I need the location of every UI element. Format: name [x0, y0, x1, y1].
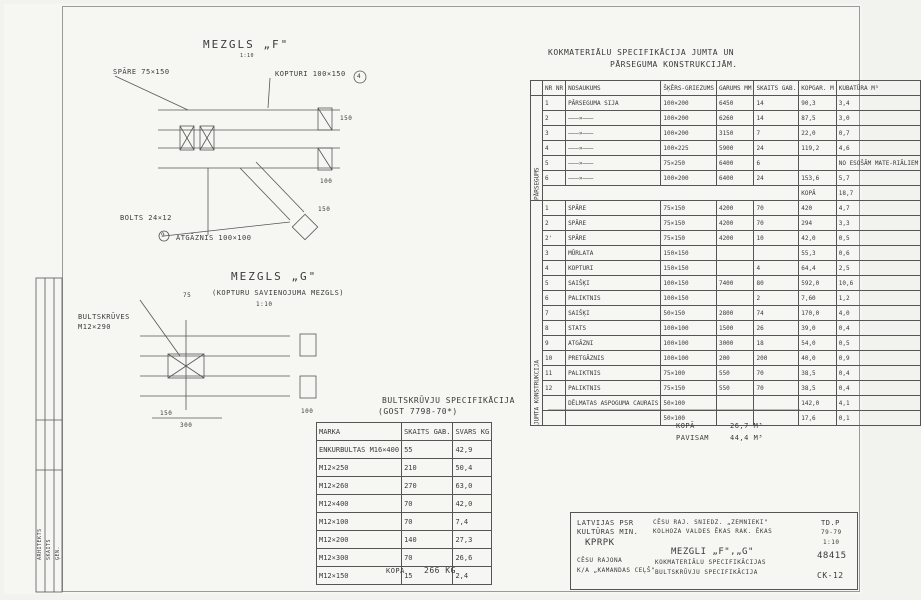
- table-row: [531, 351, 921, 366]
- table-row: [531, 231, 921, 246]
- spec-cell: MŪRLATA: [566, 246, 661, 261]
- material-spec-title2: PĀRSEGUMA KONSTRUKCIJĀM.: [610, 60, 738, 69]
- spec-cell: [799, 156, 837, 171]
- tb-org1: LATVIJAS PSR: [577, 519, 634, 527]
- spec-cell: 50×100: [661, 411, 717, 426]
- spec-cell: 100×150: [661, 276, 717, 291]
- spec-cell: 2: [543, 216, 566, 231]
- table-row: [531, 216, 921, 231]
- spec-cell: 3,3: [836, 216, 920, 231]
- side-stamp-2: ĢEN.: [55, 545, 61, 560]
- spec-cell: 50×150: [661, 306, 717, 321]
- table-row: [531, 411, 921, 426]
- node-g-dim-150: 150: [160, 410, 173, 417]
- table-row: [531, 156, 921, 171]
- spec-cell: 119,2: [799, 141, 837, 156]
- spec-group-2: JUMTA KONSTRUKCIJA: [531, 201, 543, 426]
- spec-cell: 24: [754, 141, 799, 156]
- spec-cell: PALIKTNIS: [566, 366, 661, 381]
- spec-cell: 3150: [716, 126, 754, 141]
- spec-cell: ———»———: [566, 156, 661, 171]
- bolt-header: SVARS KG: [453, 423, 492, 441]
- spec-cell: 3,0: [836, 111, 920, 126]
- spec-cell: 100×200: [661, 126, 717, 141]
- spec-cell: 4: [543, 141, 566, 156]
- spec-cell: 17,6: [799, 411, 837, 426]
- spec-cell: 3,4: [836, 96, 920, 111]
- node-g-bultskruves-label: BULTSKRŪVES: [78, 313, 130, 321]
- spec-cell: ATGĀZNI: [566, 336, 661, 351]
- bolt-cell: M12×200: [317, 531, 402, 549]
- bolt-cell: 2,4: [453, 567, 492, 585]
- table-row: [531, 321, 921, 336]
- node-f-ref-9: 9: [161, 232, 166, 239]
- spec-cell: 64,4: [799, 261, 837, 276]
- spec-cell: 592,0: [799, 276, 837, 291]
- spec-cell: 0,5: [836, 231, 920, 246]
- table-row: [531, 201, 921, 216]
- spec-header: KOPGAR. M: [799, 81, 837, 96]
- tb-number: 48415: [817, 551, 847, 561]
- bolt-header: SKAITS GAB.: [402, 423, 453, 441]
- table-row: [531, 276, 921, 291]
- spec-cell: 22,0: [799, 126, 837, 141]
- spec-cell: 75×150: [661, 381, 717, 396]
- spec-cell: PALIKTNIS: [566, 291, 661, 306]
- spec-cell: SAIŠĶI: [566, 306, 661, 321]
- spec-cell: DĒLMATAS ASPOGUMA CAURAIS: [566, 396, 661, 411]
- spec-cell: 6400: [716, 156, 754, 171]
- table-row: [317, 441, 492, 459]
- tb-sheet-code: CK-12: [817, 571, 844, 580]
- spec-cell: 6: [754, 156, 799, 171]
- spec-cell: 10: [754, 231, 799, 246]
- spec-cell: 0,4: [836, 366, 920, 381]
- node-f-scale: 1:10: [240, 53, 255, 59]
- spec-cell: 14: [754, 111, 799, 126]
- spec-cell: 294: [799, 216, 837, 231]
- node-g-dim-300: 300: [180, 422, 193, 429]
- spec-cell: 4,0: [836, 306, 920, 321]
- spec-cell: 100×100: [661, 321, 717, 336]
- spec-cell: 75×100: [661, 366, 717, 381]
- bolt-cell: M12×150: [317, 567, 402, 585]
- spec-cell: 4,6: [836, 141, 920, 156]
- spec-cell: 0,5: [836, 336, 920, 351]
- spec-cell: 4200: [716, 231, 754, 246]
- tb-row2: K/A „KAMANDAS CEĻŠ": [577, 567, 656, 574]
- spec-cell: 1500: [716, 321, 754, 336]
- spec-corner: [531, 81, 543, 96]
- spec-cell: 6: [543, 291, 566, 306]
- bolt-cell: 140: [402, 531, 453, 549]
- spec-cell: 2,5: [836, 261, 920, 276]
- table-row: [531, 126, 921, 141]
- table-row: [531, 141, 921, 156]
- table-row: [531, 111, 921, 126]
- bolt-cell: 55: [402, 441, 453, 459]
- spec-cell: 142,0: [799, 396, 837, 411]
- material-kopa-label: KOPĀ: [676, 422, 695, 430]
- spec-cell: SAIŠĶI: [566, 276, 661, 291]
- spec-cell: 4: [754, 261, 799, 276]
- table-row: [531, 306, 921, 321]
- tb-year: 79-79: [821, 529, 842, 536]
- bolt-cell: 26,6: [453, 549, 492, 567]
- spec-cell: 6: [543, 171, 566, 186]
- spec-cell: 26: [754, 321, 799, 336]
- spec-cell: 0,6: [836, 246, 920, 261]
- spec-cell: ———»———: [566, 126, 661, 141]
- spec-cell: 70: [754, 216, 799, 231]
- table-row: [531, 336, 921, 351]
- spec-cell: 8: [543, 321, 566, 336]
- side-stamp-0: ARHITEKTS: [37, 528, 43, 560]
- bolt-cell: M12×100: [317, 513, 402, 531]
- spec-cell: 5: [543, 276, 566, 291]
- spec-cell: 4200: [716, 201, 754, 216]
- spec-cell: [716, 291, 754, 306]
- spec-cell: 75×250: [661, 156, 717, 171]
- spec-cell: 100×200: [661, 171, 717, 186]
- spec-cell: 100×100: [661, 336, 717, 351]
- tb-sheet-title: MEZGLI „F",„G": [671, 547, 754, 557]
- table-row: [317, 477, 492, 495]
- table-row: [317, 495, 492, 513]
- spec-cell: 75×150: [661, 216, 717, 231]
- spec-header: ŠĶĒRS-GRIEZUMS: [661, 81, 717, 96]
- tb-proj1: CĒSU RAJ. SNIEDZ. „ZEMNIEKI": [653, 519, 769, 526]
- spec-cell: 2: [543, 111, 566, 126]
- spec-cell: 75×150: [661, 231, 717, 246]
- tb-sub1: KOKMATERIĀLU SPECIFIKĀCIJAS: [655, 559, 767, 566]
- spec-cell: PĀRSEGUMA SIJA: [566, 96, 661, 111]
- spec-cell: 42,0: [799, 231, 837, 246]
- bolt-spec-table: [316, 422, 492, 585]
- spec-cell: 100×100: [661, 351, 717, 366]
- title-block: [570, 512, 858, 590]
- spec-cell: 75×150: [661, 201, 717, 216]
- spec-cell: 550: [716, 366, 754, 381]
- spec-cell: 38,5: [799, 366, 837, 381]
- tb-scale: 1:10: [823, 539, 840, 546]
- material-pavisam-label: PAVISAM: [676, 434, 710, 442]
- spec-group-1: PĀRSEGUMS: [531, 96, 543, 201]
- material-pavisam-value: 44,4 M³: [730, 434, 764, 442]
- spec-cell: 12: [543, 381, 566, 396]
- spec-cell: 153,6: [799, 171, 837, 186]
- material-spec-title: KOKMATERIĀLU SPECIFIKĀCIJA JUMTA UN: [548, 48, 735, 57]
- tb-sub2: BULTSKRŪVJU SPECIFIKĀCIJA: [655, 569, 758, 576]
- spec-cell: [543, 411, 566, 426]
- table-row: [531, 261, 921, 276]
- tb-proj2: KOLHOZA VALDES ĒKAS RAK. ĒKAS: [653, 528, 773, 535]
- spec-cell: 170,0: [799, 306, 837, 321]
- spec-cell: 4,1: [836, 396, 920, 411]
- node-g-scale: 1:10: [256, 301, 273, 308]
- material-spec-table: [530, 80, 921, 426]
- table-row: [317, 531, 492, 549]
- spec-cell: 9: [543, 336, 566, 351]
- spec-cell: 0,9: [836, 351, 920, 366]
- spec-cell: [754, 246, 799, 261]
- spec-cell: 0,7: [836, 126, 920, 141]
- spec-cell: 7: [543, 306, 566, 321]
- spec-cell: 2: [754, 291, 799, 306]
- spec-header: NOSAUKUMS: [566, 81, 661, 96]
- spec-cell: 38,5: [799, 381, 837, 396]
- spec-cell: 18: [754, 336, 799, 351]
- tb-org2: KULTŪRAS MIN.: [577, 528, 639, 536]
- spec-cell: 55,3: [799, 246, 837, 261]
- spec-cell: SPĀRE: [566, 201, 661, 216]
- spec-cell: PALIKTNIS: [566, 381, 661, 396]
- spec-cell: ———»———: [566, 141, 661, 156]
- spec-cell: 0,1: [836, 411, 920, 426]
- bolt-cell: 42,0: [453, 495, 492, 513]
- table-row: [531, 396, 921, 411]
- side-stamp-1: SKAITS: [46, 538, 52, 560]
- table-row: [531, 186, 921, 201]
- spec-cell: ———»———: [566, 111, 661, 126]
- bolt-spec-subtitle: (GOST 7798-70*): [378, 407, 458, 416]
- spec-header: SKAITS GAB.: [754, 81, 799, 96]
- spec-cell: 2800: [716, 306, 754, 321]
- spec-cell: 1: [543, 201, 566, 216]
- bolt-cell: 63,0: [453, 477, 492, 495]
- spec-cell: 5: [543, 156, 566, 171]
- spec-cell: 0,4: [836, 381, 920, 396]
- spec-cell: 1: [543, 96, 566, 111]
- spec-header: KUBATŪRA M³: [836, 81, 920, 96]
- spec-cell: [716, 261, 754, 276]
- node-g-dim-100: 100: [301, 408, 314, 415]
- tb-org3: KPRPK: [585, 538, 615, 548]
- spec-cell: 1,2: [836, 291, 920, 306]
- node-f-ref-4: 4: [357, 73, 362, 80]
- spec-cell: 10: [543, 351, 566, 366]
- spec-cell: 100×225: [661, 141, 717, 156]
- spec-cell: 90,3: [799, 96, 837, 111]
- spec-kopa1: KOPĀ: [799, 186, 837, 201]
- node-g-subtitle: (KOPTURU SAVIENOJUMA MEZGLS): [212, 289, 345, 297]
- table-row: [317, 549, 492, 567]
- bolt-total: 266 KG: [424, 566, 456, 575]
- spec-cell: KOPTURI: [566, 261, 661, 276]
- spec-cell: 40,0: [799, 351, 837, 366]
- bolt-cell: 42,9: [453, 441, 492, 459]
- bolt-cell: M12×250: [317, 459, 402, 477]
- bolt-cell: 50,4: [453, 459, 492, 477]
- bolt-cell: 7,4: [453, 513, 492, 531]
- spec-cell: STATS: [566, 321, 661, 336]
- bolt-total-label: KOPĀ: [386, 567, 405, 575]
- spec-cell: 3: [543, 246, 566, 261]
- spec-cell: 4200: [716, 216, 754, 231]
- spec-cell: 6260: [716, 111, 754, 126]
- spec-header: NR NR: [543, 81, 566, 96]
- spec-cell: 200: [716, 351, 754, 366]
- node-f-dim-3: 150: [318, 206, 331, 213]
- spec-cell: 150×150: [661, 246, 717, 261]
- spec-cell: 550: [716, 381, 754, 396]
- node-f-title: MEZGLS „F": [203, 38, 290, 51]
- spec-cell: 24: [754, 171, 799, 186]
- spec-cell: 14: [754, 96, 799, 111]
- material-kopa-value: 26,7 M³: [730, 422, 764, 430]
- node-f-kopturi-label: KOPTURI 100×150: [275, 70, 346, 78]
- spec-cell: 70: [754, 381, 799, 396]
- table-row: [317, 513, 492, 531]
- spec-cell: 2': [543, 231, 566, 246]
- bolt-header: MARKA: [317, 423, 402, 441]
- spec-cell: 74: [754, 306, 799, 321]
- spec-cell: 87,5: [799, 111, 837, 126]
- spec-cell: [543, 396, 566, 411]
- spec-cell: NO ESOŠĀM MATE-RIĀLIEM: [836, 156, 920, 171]
- spec-cell: 5,7: [836, 171, 920, 186]
- node-g-bolt-size: M12×290: [78, 323, 112, 331]
- spec-cell: [716, 246, 754, 261]
- bolt-cell: 70: [402, 495, 453, 513]
- table-row: [531, 291, 921, 306]
- bolt-cell: ENKURBULTAS M16×400: [317, 441, 402, 459]
- table-row: [531, 246, 921, 261]
- spec-cell: 420: [799, 201, 837, 216]
- spec-cell: PRETGĀZNIS: [566, 351, 661, 366]
- spec-cell: 10,6: [836, 276, 920, 291]
- spec-cell: SPĀRE: [566, 231, 661, 246]
- node-g-title: MEZGLS „G": [231, 270, 318, 283]
- spec-kopa1-val: 18,7: [836, 186, 920, 201]
- spec-cell: 0,4: [836, 321, 920, 336]
- spec-cell: 100×200: [661, 111, 717, 126]
- spec-cell: 200: [754, 351, 799, 366]
- spec-cell: 50×100: [661, 396, 717, 411]
- node-f-bolt-label: BOLTS 24×12: [120, 214, 172, 222]
- spec-cell: 150×150: [661, 261, 717, 276]
- spec-cell: 39,0: [799, 321, 837, 336]
- spec-cell: 100×200: [661, 96, 717, 111]
- bolt-spec-title: BULTSKRŪVJU SPECIFIKĀCIJA: [382, 396, 515, 405]
- node-f-dim-2: 100: [320, 178, 333, 185]
- spec-cell: 7400: [716, 276, 754, 291]
- bolt-cell: 27,3: [453, 531, 492, 549]
- spec-cell: 4,7: [836, 201, 920, 216]
- table-row: [531, 366, 921, 381]
- spec-cell: 5900: [716, 141, 754, 156]
- spec-cell: 7: [754, 126, 799, 141]
- spec-cell: 3: [543, 126, 566, 141]
- spec-header: GARUMS MM: [716, 81, 754, 96]
- node-f-spare-label: SPĀRE 75×150: [113, 68, 170, 76]
- bolt-cell: M12×300: [317, 549, 402, 567]
- spec-cell: 3000: [716, 336, 754, 351]
- bolt-cell: 70: [402, 513, 453, 531]
- bolt-cell: 270: [402, 477, 453, 495]
- spec-cell: ———»———: [566, 171, 661, 186]
- spec-cell: [716, 396, 754, 411]
- node-f-atgaznis-label: ATGĀZNIS 100×100: [176, 234, 252, 242]
- spec-cell: 6400: [716, 171, 754, 186]
- node-g-dim-75: 75: [183, 292, 192, 299]
- node-f-dim-1: 150: [340, 115, 353, 122]
- spec-cell: SPĀRE: [566, 216, 661, 231]
- spec-cell: [754, 396, 799, 411]
- spec-cell: 6450: [716, 96, 754, 111]
- spec-cell: [566, 411, 661, 426]
- bolt-cell: 15: [402, 567, 453, 585]
- table-row: [531, 171, 921, 186]
- spec-cell: 100×150: [661, 291, 717, 306]
- spec-cell: 54,0: [799, 336, 837, 351]
- tb-code: TD.P: [821, 519, 840, 527]
- bolt-cell: M12×260: [317, 477, 402, 495]
- table-row: [531, 381, 921, 396]
- spec-cell: 7,60: [799, 291, 837, 306]
- table-row: [531, 96, 921, 111]
- spec-cell: 4: [543, 261, 566, 276]
- spec-cell: 70: [754, 201, 799, 216]
- spec-cell: 80: [754, 276, 799, 291]
- tb-row1: CĒSU RAJONA: [577, 557, 623, 564]
- bolt-cell: 210: [402, 459, 453, 477]
- spec-cell: 70: [754, 366, 799, 381]
- table-row: [317, 459, 492, 477]
- bolt-cell: M12×400: [317, 495, 402, 513]
- spec-cell: 11: [543, 366, 566, 381]
- bolt-cell: 70: [402, 549, 453, 567]
